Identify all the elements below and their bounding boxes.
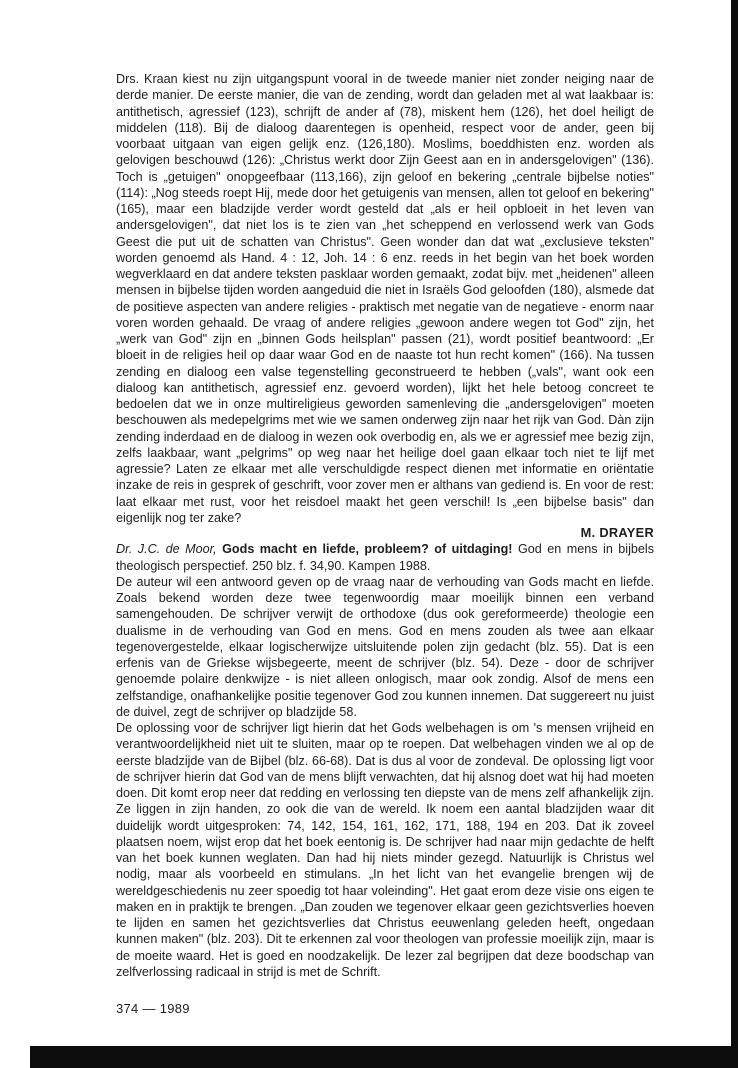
book-author: Dr. J.C. de Moor, <box>116 542 217 557</box>
review-paragraph-1: De auteur wil een antwoord geven op de vraag naar de verhouding van Gods macht en liefde. Zoals bekend worden deze twee tegenwoordig maar moeilijk binnen een verband samengehouden. De schrijver verwijt de orthodoxe (dus ook gereformeerde) theologie een dualisme in de verhouding van God en mens. God en mens zouden als twee aan elkaar tegenovergestelde, elkaar logischerwijze uitsluitende polen zijn gedacht (blz. 55). Dat is een erfenis van de Griekse wijsbegeerte, meent de schrijver (blz. 54). Deze - door de schrijver genoemde polaire denkwijze - is niet alleen onlogisch, maar ook zondig. Alsof de mens een zelfstandige, onafhankelijke positie tegenover God zou kunnen innemen. Dat suggereert nu juist de duivel, zegt de schrijver op bladzijde 58. <box>116 574 654 719</box>
review-body-paragraph: Drs. Kraan kiest nu zijn uitgangspunt vooral in de tweede manier niet zonder neiging naar de derde manier. De eerste manier, die van de zending, wordt dan geladen met al wat laakbaar is: antithetisch, agressief (123), schrijft de ander af (78), miskent hem (126), het doel heiligt de middelen (118). Bij de dialoog daarentegen is openheid, respect voor de ander, geen bij voorbaat uitgaan van eigen gelijk enz. (126,180). Moslims, boeddhisten enz. worden als gelovigen beschouwd (126): „Christus werkt door Zijn Geest aan en in andersgelovigen" (136). Toch is „getuigen" onopgeefbaar (113,166), zijn geloof en bekering „centrale bijbelse noties" (114): „Nog steeds roept Hij, mede door het getuigenis van mensen, allen tot geloof en bekering" (165), maar een bladzijde verder wordt gesteld dat „als er heil opbloeit in het leven van andersgelovigen", dat niet los is te zien van „het scheppend en verlossend werk van Gods Geest die put uit de schatten van Christus". Geen wonder dan dat wat „exclusieve teksten" worden genoemd als Hand. 4 : 12, Joh. 14 : 6 enz. reeds in het begin van het boek worden wegverklaard en dat andere teksten pasklaar worden gemaakt, zodat bijv. met „heidenen" alleen mensen in bijbelse tijden worden aangeduid die niet in Israëls God geloofden (180), alsmede dat de positieve aspecten van andere religies - praktisch met negatie van de negatieve - enorm naar voren worden gehaald. De vraag of andere religies „gewoon andere wegen tot God" zijn, het „werk van God" zijn en „binnen Gods heilsplan" passen (21), wordt positief beantwoord: „Er bloeit in de religies heil op daar waar God en de naaste tot hun recht komen" (166). Na tussen zending en dialoog een valse tegenstelling geconstrueerd te hebben („vals", want ook een dialoog kan antithetisch, agressief enz. gevoerd worden), lijkt het hele betoog concreet te bedoelen dat we in onze multireligieus geworden samenleving die „andersgelovigen" moeten beschouwen als medepelgrims met wie we samen onderweg zijn naar het rijk van God. Dàn zijn zending inderdaad en de dialoog in wezen ook overbodig en, als we er agressief mee bezig zijn, zelfs laakbaar, want „pelgrims" op weg naar het heilige doel gaan elkaar toch niet te lijf met agressie? Laten ze elkaar met alle verschuldigde respect dienen met informatie en oriëntatie inzake de reis in gesprek of geschrift, voor zover men er althans van gediend is. En voor de rest: laat elkaar met rust, voor het reisdoel maakt het geen verschil! Is „een bijbelse basis" dan eigenlijk nog ter zake? <box>116 72 654 525</box>
book-details: God en mens in bijbels theologisch perspectief. 250 blz. f. 34,90. Kampen 1988. <box>116 542 655 573</box>
page-right-edge-shadow <box>731 0 738 1068</box>
page-bottom-edge-shadow <box>30 1046 738 1068</box>
book-title: Gods macht en liefde, probleem? of uitdaging! <box>222 542 513 557</box>
book-heading <box>116 541 654 574</box>
reviewer-signature: M. DRAYER <box>580 525 654 540</box>
page-number: 374 — 1989 <box>116 1001 190 1016</box>
review-paragraph-2: De oplossing voor de schrijver ligt hierin dat het Gods welbehagen is om 's mensen vrijheid en verantwoordelijkheid niet uit te sluiten, maar op te roepen. Dat welbehagen vinden we al op de eerste bladzijde van de Bijbel (blz. 66-68). Dat is dus al voor de zondeval. De oplossing ligt voor de schrijver hierin dat God van de mens blijft verwachten, dat hij alsnog doet wat hij had moeten doen. Dit komt erop neer dat redding en verlossing ten diepste van de mens zelf afhankelijk zijn. Ze liggen in zijn handen, zo ook die van de wereld. Ik noem een aantal bladzijden waar dit duidelijk wordt uitgesproken: 74, 142, 154, 161, 162, 171, 188, 194 en 203. Dat ik zoveel plaatsen noem, wijst erop dat het boek eentonig is. De schrijver had naar mijn gedachte de helft van het boek kunnen weglaten. Dan had hij niets minder gezegd. Natuurlijk is Christus wel nodig, maar als voorbeeld en stimulans. „In het licht van het evangelie brengen wij de wereldgeschiedenis nu zeer spoedig tot haar voleinding". Het gaat erom deze visie ons eigen te maken en in praktijk te brengen. „Dan zouden we tegenover elkaar geen gezichtsverlies hoeven te lijden en samen het gezichtsverlies dat Christus eeuwenlang geleden heeft, ongedaan kunnen maken" (blz. 203). Dit te erkennen zal voor theologen van professie moeilijk zijn, maar is de moeite waard. Het is goed en noodzakelijk. De lezer zal begrijpen dat deze boodschap van zelfverlossing radicaal in strijd is met de Schrift. <box>116 721 654 979</box>
page-text-column <box>116 71 654 980</box>
